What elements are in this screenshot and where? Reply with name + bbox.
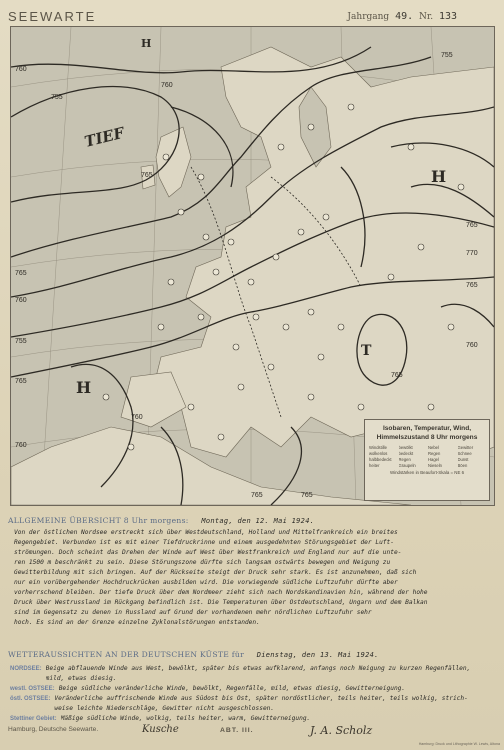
department-label: ABT. III. (220, 727, 254, 734)
pressure-label: 755 (15, 338, 27, 345)
outlook-row-westl-ostsee (10, 684, 494, 694)
legend-item: Graupeln (398, 463, 416, 468)
legend-item: heiter (369, 463, 380, 468)
outlook-text: Beige abflauende Winde aus West, bewölkt, später bis etwas aufklarend, anfangs noch Neigung zu kurzen Regenfällen, (45, 665, 471, 672)
outlook-heading-label: WETTERAUSSICHTEN AN DER DEUTSCHEN KÜSTE für (8, 650, 245, 659)
outlook-text: Beige südliche veränderliche Winde, bewölkt, Regenfälle, mild, etwas diesig, Gewitterneigung. (58, 685, 406, 692)
outlook-row-oestl-ostsee (10, 694, 494, 714)
overview-line: strömungen. Doch scheint das Drehen der Winde auf West über Westfrankreich und England nur auf die unte- (14, 549, 402, 556)
signature-right: J. A. Scholz (310, 724, 373, 737)
legend-item: Schnee (457, 451, 472, 456)
outlook-list (10, 664, 494, 724)
outlook-label: Stettiner Gebiet: (10, 716, 57, 722)
pressure-label: 760 (466, 342, 478, 349)
outlook-date: Dienstag, den 13. Mai 1924. (256, 651, 379, 659)
pressure-label: 760 (15, 442, 27, 449)
pressure-label: 765 (466, 222, 478, 229)
pressure-label: 765 (141, 172, 153, 179)
overview-heading-label: ALLGEMEINE ÜBERSICHT 8 Uhr morgens: (8, 516, 189, 525)
legend-item: Dunst (457, 457, 469, 462)
overview-line: Regengebiet. Verbunden ist es mit einer Tiefdruckrinne und einem ausgedehnten Störungsgebiet der Luft- (14, 539, 394, 546)
outlook-label: NORDSEE: (10, 666, 42, 672)
pressure-label: 760 (131, 414, 143, 421)
legend-footer-right: = NE 6 (450, 470, 465, 475)
jahrgang-value: 49. (395, 11, 414, 22)
outlook-text: weise leichte Niederschläge, Gewitter nicht ausgeschlossen. (54, 705, 275, 712)
nr-value: 133 (438, 11, 457, 22)
legend-item: Hagel (428, 457, 439, 462)
overview-line: Gewitterbildung mit sich bringen. Auf der Rückseite steigt der Druck sehr stark. Es ist anzunehmen, daß sich (14, 569, 417, 576)
pressure-label: 755 (51, 94, 63, 101)
legend-symbols (365, 442, 489, 468)
overview-line: hoch. Es sind an der Grenze einzelne Zyklonalstörungen entstanden. (14, 619, 260, 626)
pressure-label: 765 (15, 270, 27, 277)
legend-item: Nieseln (428, 463, 442, 468)
weather-map (10, 26, 495, 506)
overview-text (14, 528, 494, 628)
outlook-text: mild, etwas diesig. (45, 675, 117, 682)
legend-footer-text: Windstärken in Beaufort-Skala (389, 470, 450, 475)
legend-item: Regen (428, 451, 441, 456)
jahrgang-label: Jahrgang (347, 12, 390, 22)
pressure-label: 760 (15, 66, 27, 73)
pressure-label: 755 (441, 52, 453, 59)
overview-heading (8, 516, 496, 525)
map-legend (364, 419, 490, 501)
overview-line: Von der östlichen Nordsee erstreckt sich über Westdeutschland, Holland und Mittelfrankreich ein breites (14, 529, 398, 536)
overview-line: Druck über Westrussland im Rückgang befindlich ist. Die Temperaturen über Ostdeutschland, Ungarn und dem Balkan (14, 599, 428, 606)
overview-line: vorherrschend bleiben. Der tiefe Druck über dem Nordmeer zieht sich nach Nordskandinavien hin, während der hohe (14, 589, 428, 596)
legend-item: bedeckt (398, 451, 414, 456)
legend-item: Regen (398, 457, 411, 462)
pressure-label: 760 (161, 82, 173, 89)
low-label: TIEF (82, 123, 127, 151)
pressure-label: 760 (15, 297, 27, 304)
pressure-label: 765 (391, 372, 403, 379)
nr-label: Nr. (419, 12, 434, 22)
high-marker: H (76, 378, 92, 397)
legend-item: wolkenlos (369, 451, 388, 456)
outlook-label: östl. OSTSEE: (10, 696, 51, 702)
printer-imprint: Hamburg: Druck und Lithographie W. Lewis, Altona (418, 742, 500, 746)
legend-item: bewölkt (398, 445, 413, 450)
publication-title: SEEWARTE (8, 9, 97, 24)
outlook-text: Veränderliche auffrischende Winde aus Südost bis Ost, später nordöstlicher, teils heiter, teils wolkig, strich- (54, 695, 468, 702)
outlook-text: Mäßige südliche Winde, wolkig, teils heiter, warm, Gewitterneigung. (60, 715, 311, 722)
legend-title-line2: Himmelszustand 8 Uhr morgens (376, 434, 478, 441)
overview-line: sind im Gegensatz zu denen in Russland auf Grund der vorhandenen mehr nördlichen Luftzufuhr sehr (14, 609, 372, 616)
pressure-label: 765 (466, 282, 478, 289)
page-footer (8, 724, 496, 742)
legend-item: Böen (457, 463, 468, 468)
legend-footer (365, 470, 489, 475)
legend-title-line1: Isobaren, Temperatur, Wind, (382, 425, 472, 432)
outlook-label: westl. OSTSEE: (10, 686, 55, 692)
page-header (8, 7, 496, 25)
legend-item: Gewitter (457, 445, 474, 450)
overview-line: ren 1500 m beschränkt zu sein. Diese Störungszone dürfte sich langsam ostwärts bewegen und Neigung zu (14, 559, 391, 566)
legend-item: halbbedeckt (369, 457, 392, 462)
high-marker: H (141, 37, 152, 50)
pressure-label: 765 (251, 492, 263, 499)
pressure-label: 765 (301, 492, 313, 499)
pressure-label: 770 (466, 250, 478, 257)
low-marker: T (361, 343, 372, 359)
signature-left: Kusche (142, 724, 179, 735)
publisher-line: Hamburg, Deutsche Seewarte. (8, 726, 99, 733)
legend-title (365, 424, 489, 442)
high-marker: H (431, 167, 447, 186)
legend-item: Nebel (428, 445, 439, 450)
outlook-row-stettin (10, 714, 494, 724)
overview-date: Montag, den 12. Mai 1924. (201, 517, 315, 525)
legend-item: Windstille (369, 445, 387, 450)
issue-info (347, 11, 460, 22)
outlook-row-nordsee (10, 664, 494, 684)
outlook-heading (8, 650, 496, 659)
pressure-label: 765 (15, 378, 27, 385)
overview-line: nur ein vorübergehender Hochdruckrücken ausbilden wird. Die vorwiegende südliche Luftzufuhr dürfte aber (14, 579, 398, 586)
